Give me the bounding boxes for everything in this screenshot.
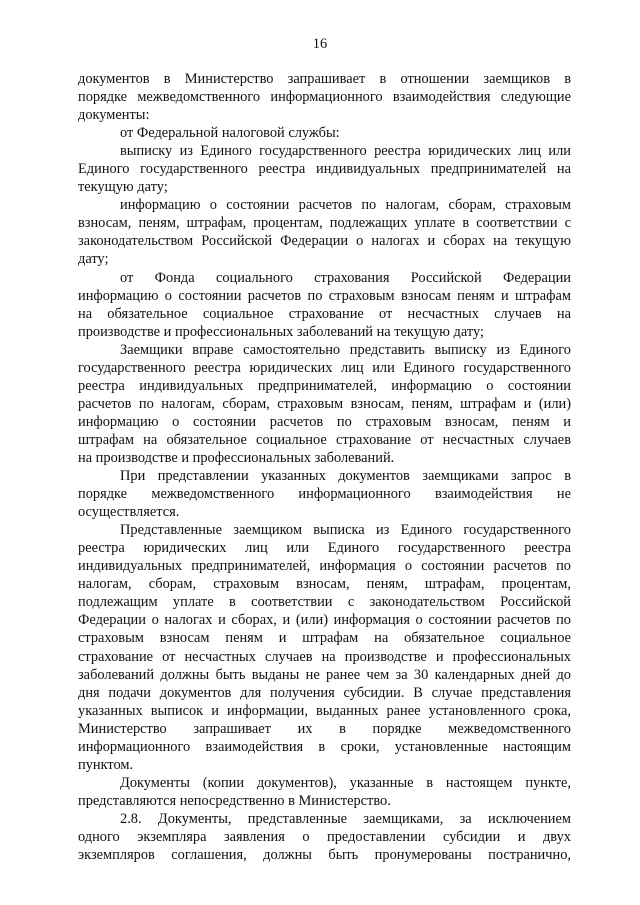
text-line: информационного взаимодействия в сроки, установленные настоящим: [78, 738, 571, 755]
body-text: [78, 70, 571, 864]
text-line: подлежащим уплате в соответствии с законодательством Российской: [78, 594, 571, 611]
text-line: информацию о состоянии расчетов по налогам, сборам, страховым: [120, 197, 571, 214]
text-line: законодательством Российской Федерации о налогах и сборах на текущую: [78, 233, 571, 250]
text-line: документы:: [78, 107, 150, 124]
text-line: от Федеральной налоговой службы:: [120, 125, 340, 142]
text-line: реестра индивидуальных предпринимателей, информацию о состоянии: [78, 377, 571, 394]
text-line: Федерации о налогах и сборах, и (или) информация о состоянии расчетов по: [78, 612, 571, 629]
text-line: страхование от несчастных случаев на производстве и профессиональных: [78, 648, 571, 665]
text-line: 2.8. Документы, представленные заемщиками, за исключением: [120, 810, 571, 827]
text-line: Министерство запрашивает их в порядке межведомственного: [78, 720, 571, 737]
text-line: производстве и профессиональных заболеваний на текущую дату;: [78, 323, 484, 340]
text-line: штрафам на обязательное социальное страхование от несчастных случаев: [78, 431, 571, 448]
text-line: порядке межведомственного информационного взаимодействия не: [78, 486, 571, 503]
text-line: на обязательное социальное страхование от несчастных случаев на: [78, 305, 571, 322]
text-line: заболеваний должны быть выданы не ранее чем за 30 календарных дней до: [78, 666, 571, 683]
text-line: порядке межведомственного информационного взаимодействия следующие: [78, 89, 571, 106]
text-line: индивидуальных предпринимателей, информация о состоянии расчетов по: [78, 558, 571, 575]
text-line: взносам, пеням, штрафам, процентам, подлежащих уплате в соответствии с: [78, 215, 571, 232]
text-line: налогам, сборам, страховым взносам, пеням, штрафам, процентам,: [78, 576, 571, 593]
text-line: Документы (копии документов), указанные в настоящем пункте,: [120, 774, 571, 791]
text-line: выписку из Единого государственного реестра юридических лиц или: [120, 143, 571, 160]
text-line: реестра юридических лиц или Единого государственного реестра: [78, 540, 571, 557]
text-line: от Фонда социального страхования Российской Федерации: [120, 269, 571, 286]
text-line: одного экземпляра заявления о предоставлении субсидии и двух: [78, 828, 571, 845]
text-line: дату;: [78, 251, 109, 268]
text-line: Заемщики вправе самостоятельно представить выписку из Единого: [120, 341, 571, 358]
text-line: расчетов по налогам, сборам, страховым взносам, пеням, штрафам и (или): [78, 395, 571, 412]
text-line: Единого государственного реестра индивидуальных предпринимателей на: [78, 161, 571, 178]
text-line: дня подачи документов для получения субсидии. В случае представления: [78, 684, 571, 701]
text-line: осуществляется.: [78, 504, 180, 521]
text-line: информацию о состоянии расчетов по страховым взносам пеням и штрафам: [78, 287, 571, 304]
text-line: экземпляров соглашения, должны быть пронумерованы постранично,: [78, 847, 571, 864]
text-line: на производстве и профессиональных заболеваний.: [78, 449, 395, 466]
text-line: представляются непосредственно в Министерство.: [78, 792, 391, 809]
text-line: документов в Министерство запрашивает в отношении заемщиков в: [78, 71, 571, 87]
text-line: текущую дату;: [78, 179, 168, 196]
text-line: При представлении указанных документов заемщиками запрос в: [120, 468, 571, 485]
text-line: информацию о состоянии расчетов по страховым взносам, пеням и: [78, 413, 571, 430]
text-line: страховым взносам пеням и штрафам на обязательное социальное: [78, 630, 571, 647]
text-line: указанных выписок и информации, выданных ранее установленного срока,: [78, 702, 571, 719]
text-line: Представленные заемщиком выписка из Единого государственного: [120, 522, 571, 539]
page-number: 16: [312, 36, 328, 52]
text-line: государственного реестра юридических лиц или Единого государственного: [78, 359, 571, 376]
text-line: пунктом.: [78, 756, 134, 773]
